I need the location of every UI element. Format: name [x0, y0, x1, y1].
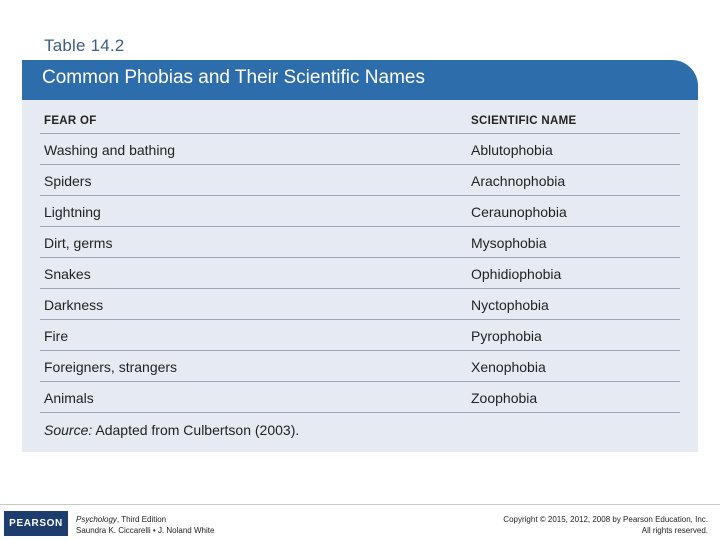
table-header-row	[22, 100, 698, 134]
scientific-cell: Ceraunophobia	[471, 204, 567, 220]
scientific-cell: Arachnophobia	[471, 173, 566, 189]
scientific-cell: Pyrophobia	[471, 328, 542, 344]
rights-text: All rights reserved.	[641, 526, 708, 535]
scientific-cell: Xenophobia	[471, 359, 546, 375]
table-row	[22, 196, 698, 227]
table-row	[22, 320, 698, 351]
fear-cell: Spiders	[44, 173, 92, 189]
fear-cell: Fire	[44, 328, 69, 344]
pearson-logo: PEARSON	[4, 511, 68, 536]
scientific-cell: Mysophobia	[471, 235, 547, 251]
column-header-fear: FEAR OF	[44, 115, 97, 127]
copyright-text: Copyright © 2015, 2012, 2008 by Pearson Education, Inc.	[503, 515, 708, 524]
fear-cell: Snakes	[44, 266, 91, 282]
fear-cell: Darkness	[44, 297, 104, 313]
table-panel	[22, 60, 698, 452]
column-header-scientific: SCIENTIFIC NAME	[471, 115, 577, 127]
table-title: Common Phobias and Their Scientific Names	[42, 67, 425, 88]
scientific-cell: Nyctophobia	[471, 297, 549, 313]
scientific-cell: Zoophobia	[471, 390, 538, 406]
table-row	[22, 351, 698, 382]
footer-citation	[76, 514, 214, 536]
fear-cell: Lightning	[44, 204, 101, 220]
table-row	[22, 165, 698, 196]
table-row	[22, 227, 698, 258]
footer-copyright	[503, 514, 708, 536]
table-row	[22, 258, 698, 289]
table-row	[22, 134, 698, 165]
table-body	[22, 100, 698, 452]
footer-divider	[0, 504, 720, 505]
table-row	[22, 382, 698, 413]
source-label: Source:	[44, 422, 93, 438]
book-title: Psychology	[76, 515, 117, 524]
fear-cell: Animals	[44, 390, 94, 406]
table-number: Table 14.2	[44, 36, 125, 55]
scientific-cell: Ablutophobia	[471, 142, 553, 158]
book-edition: , Third Edition	[116, 515, 167, 524]
title-bar	[22, 60, 698, 100]
fear-cell: Foreigners, strangers	[44, 359, 178, 375]
scientific-cell: Ophidiophobia	[471, 266, 562, 282]
book-authors: Saundra K. Ciccarelli • J. Noland White	[76, 526, 215, 535]
source-text: Adapted from Culbertson (2003).	[92, 422, 300, 438]
source-note	[44, 422, 299, 438]
table-rows	[22, 134, 698, 413]
table-row	[22, 289, 698, 320]
fear-cell: Dirt, germs	[44, 235, 113, 251]
row-divider	[40, 412, 680, 413]
fear-cell: Washing and bathing	[44, 142, 176, 158]
